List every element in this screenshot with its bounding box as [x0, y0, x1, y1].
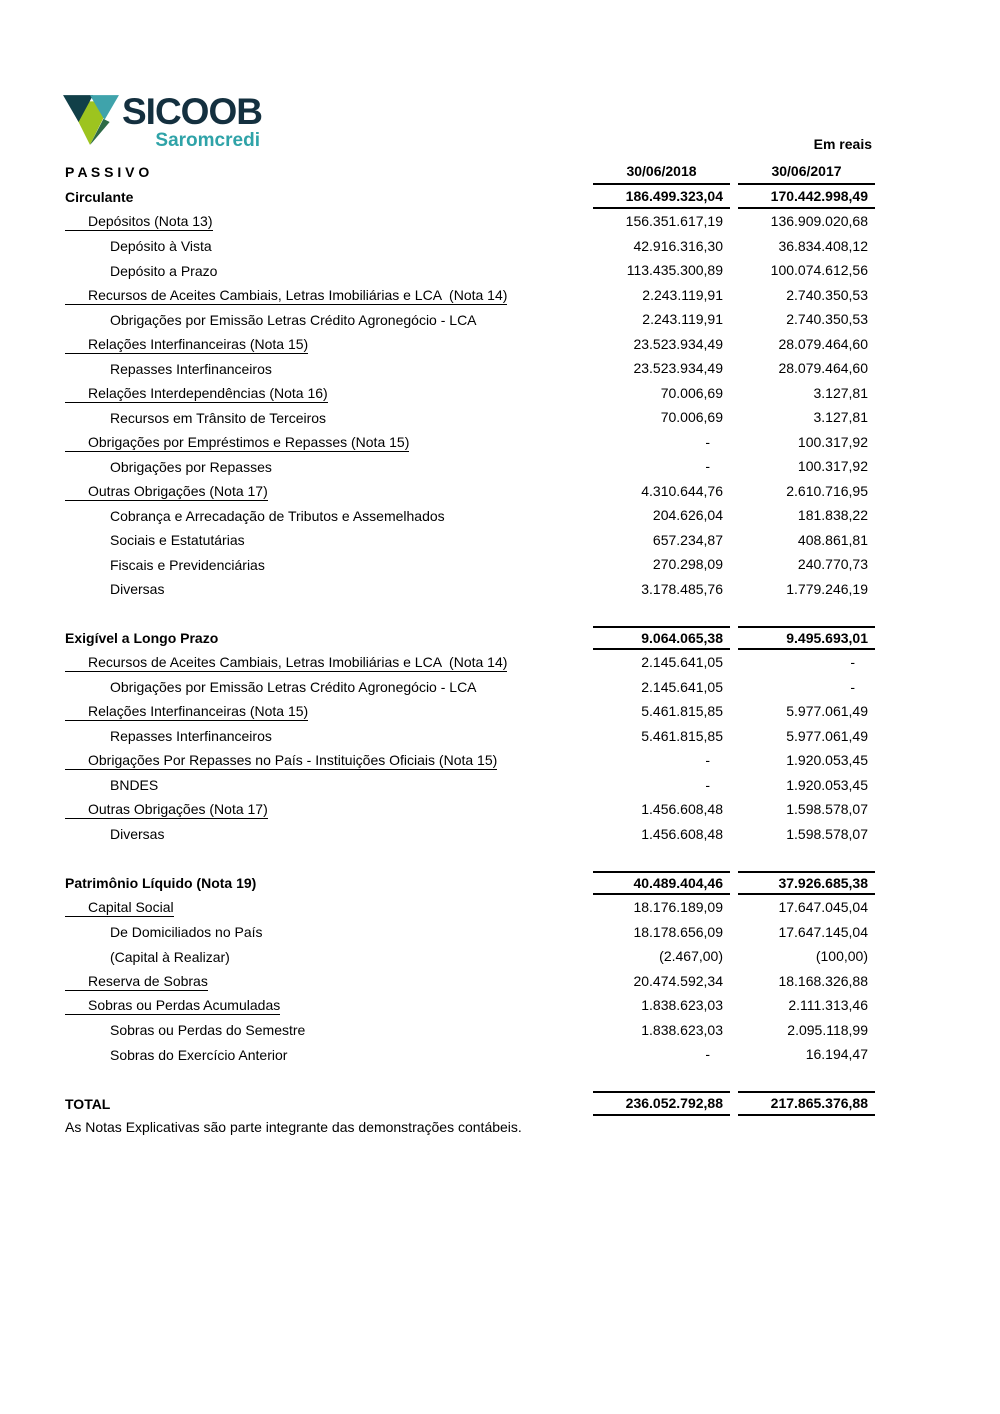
row-label-text: Patrimônio Líquido (Nota 19) [65, 875, 257, 892]
table-row [65, 430, 875, 455]
table-row [65, 797, 875, 822]
value-2017: 3.127,81 [813, 384, 868, 401]
table-row [65, 258, 875, 283]
value-2018: 113.435.300,89 [626, 262, 723, 278]
row-label-text: Sobras ou Perdas Acumuladas [65, 997, 280, 1015]
row-label-text: Relações Interfinanceiras (Nota 15) [65, 336, 308, 354]
value-2017: 2.740.350,53 [786, 311, 868, 327]
value-2018: 5.461.815,85 [641, 703, 723, 719]
spacer-row [65, 1067, 875, 1092]
table-row [65, 479, 875, 504]
value-2018: 5.461.815,85 [641, 727, 723, 744]
table-row [65, 552, 875, 577]
row-label [65, 650, 593, 675]
row-label [65, 1042, 593, 1067]
table-row [65, 993, 875, 1018]
table-row [65, 185, 875, 210]
table-body [65, 185, 875, 1116]
row-label-text: Sociais e Estatutárias [110, 532, 245, 549]
row-label-text: Relações Interdependências (Nota 16) [65, 385, 328, 403]
value-2017: 16.194,47 [805, 1046, 868, 1062]
table-row [65, 920, 875, 945]
row-label [65, 920, 593, 945]
row-label [65, 381, 593, 406]
value-2018: 204.626,04 [652, 507, 723, 523]
value-2017: 100.317,92 [797, 433, 868, 450]
row-label-text: Fiscais e Previdenciárias [110, 556, 265, 573]
row-label [65, 307, 593, 332]
row-label-text: Depósito a Prazo [110, 262, 218, 279]
row-label-text: Sobras do Exercício Anterior [110, 1046, 288, 1063]
row-label [65, 552, 593, 577]
table-row [65, 503, 875, 528]
row-label [65, 479, 593, 504]
value-2017: 28.079.464,60 [778, 360, 868, 376]
passivo-table [65, 160, 875, 1135]
table-row [65, 724, 875, 749]
table-row [65, 822, 875, 847]
row-label-text: Cobrança e Arrecadação de Tributos e Assemelhados [110, 507, 445, 524]
value-2018: 70.006,69 [660, 409, 723, 425]
value-2018: 2.145.641,05 [641, 678, 723, 695]
value-2018: 42.916.316,30 [633, 237, 723, 254]
value-2017: 240.770,73 [797, 556, 868, 572]
row-label-text: Obrigações por Repasses [110, 458, 272, 475]
row-label [65, 675, 593, 700]
value-2018: 2.145.641,05 [641, 654, 723, 670]
row-label-text: Depósito à Vista [110, 238, 212, 255]
value-2018: 20.474.592,34 [633, 972, 723, 989]
table-row [65, 454, 875, 479]
value-2018: 9.064.065,38 [593, 626, 730, 651]
table-row [65, 969, 875, 994]
value-2018: 70.006,69 [660, 384, 723, 401]
value-2018: 4.310.644,76 [641, 482, 723, 499]
row-label [65, 773, 593, 798]
row-label-text: Reserva de Sobras [65, 973, 208, 991]
row-label [65, 234, 593, 259]
table-row [65, 1018, 875, 1043]
value-2017: 3.127,81 [813, 409, 868, 425]
value-2017: 217.865.376,88 [738, 1091, 875, 1116]
value-2017: 17.647.045,04 [778, 899, 868, 915]
value-2018: 1.838.623,03 [641, 1021, 723, 1038]
value-2018: 1.456.608,48 [641, 825, 723, 842]
row-label-text: Outras Obrigações (Nota 17) [65, 801, 268, 819]
table-row [65, 577, 875, 602]
row-label-text: (Capital à Realizar) [110, 948, 230, 965]
value-2018: (2.467,00) [659, 948, 723, 964]
spacer-row [65, 601, 875, 626]
row-label [65, 699, 593, 724]
row-label [65, 626, 593, 651]
table-row [65, 699, 875, 724]
row-label [65, 430, 593, 455]
currency-note: Em reais [813, 136, 872, 152]
row-label [65, 356, 593, 381]
row-label [65, 1018, 593, 1043]
spacer-row [65, 846, 875, 871]
value-2017: 2.111.313,46 [788, 997, 868, 1013]
value-2017: 1.598.578,07 [786, 801, 868, 817]
value-2018: 18.176.189,09 [633, 899, 723, 915]
row-label-text: Relações Interfinanceiras (Nota 15) [65, 703, 308, 721]
row-label-text: Obrigações por Emissão Letras Crédito Agronegócio - LCA [110, 679, 477, 696]
table-row [65, 283, 875, 308]
table-row [65, 773, 875, 798]
table-row [65, 381, 875, 406]
value-2017: 170.442.998,49 [738, 185, 875, 210]
table-row [65, 528, 875, 553]
row-label [65, 797, 593, 822]
row-label [65, 1091, 593, 1116]
table-row [65, 626, 875, 651]
table-row [65, 650, 875, 675]
row-label [65, 577, 593, 602]
notes-disclaimer: As Notas Explicativas são parte integrante das demonstrações contábeis. [65, 1118, 522, 1135]
row-label-text: Diversas [110, 826, 165, 843]
table-row [65, 234, 875, 259]
row-label-text: Sobras ou Perdas do Semestre [110, 1022, 306, 1039]
value-2017: 408.861,81 [797, 531, 868, 548]
row-label-text: Obrigações por Emissão Letras Crédito Agronegócio - LCA [110, 311, 477, 328]
cooperative-name: Saromcredi [155, 130, 260, 151]
row-label [65, 283, 593, 308]
row-label [65, 209, 593, 234]
value-2018: 40.489.404,46 [593, 871, 730, 896]
value-2017: (100,00) [815, 948, 868, 964]
value-2017: 5.977.061,49 [786, 703, 868, 719]
table-row [65, 209, 875, 234]
value-2017: 100.074.612,56 [770, 262, 868, 278]
value-2018: 186.499.323,04 [593, 185, 730, 210]
row-label [65, 993, 593, 1018]
row-label-text: Depósitos (Nota 13) [65, 213, 213, 231]
row-label [65, 944, 593, 969]
value-2018: - [705, 776, 710, 793]
row-label [65, 258, 593, 283]
value-2017: 9.495.693,01 [738, 626, 875, 651]
value-2017: 2.740.350,53 [786, 286, 868, 303]
value-2018: 1.838.623,03 [641, 997, 723, 1013]
value-2018: - [705, 433, 710, 450]
row-label [65, 871, 593, 896]
row-label [65, 454, 593, 479]
value-2018: 18.178.656,09 [633, 923, 723, 940]
row-label [65, 332, 593, 357]
table-row [65, 871, 875, 896]
table-row [65, 675, 875, 700]
row-label-text: De Domiciliados no País [110, 924, 263, 941]
page-title: P A S S I V O [65, 164, 150, 180]
row-label [65, 503, 593, 528]
row-label [65, 895, 593, 920]
value-2017: 1.920.053,45 [786, 752, 868, 768]
value-2017: 100.317,92 [797, 458, 868, 474]
table-row [65, 944, 875, 969]
table-row [65, 356, 875, 381]
table-row [65, 748, 875, 773]
value-2017: 181.838,22 [797, 507, 868, 523]
value-2017: - [850, 678, 855, 695]
row-label-text: Diversas [110, 581, 165, 598]
row-label-text: BNDES [110, 777, 159, 794]
row-label-text: TOTAL [65, 1095, 111, 1112]
table-row [65, 332, 875, 357]
value-2018: 1.456.608,48 [641, 801, 723, 817]
table-row [65, 405, 875, 430]
value-2018: 2.243.119,91 [642, 311, 723, 327]
column-header-2018: 30/06/2018 [593, 160, 730, 185]
value-2017: 2.610.716,95 [786, 482, 868, 499]
table-row [65, 895, 875, 920]
value-2017: 18.168.326,88 [778, 972, 868, 989]
row-label [65, 185, 593, 210]
row-label-text: Obrigações Por Repasses no País - Instituições Oficiais (Nota 15) [65, 752, 497, 770]
table-row [65, 1091, 875, 1116]
row-label-text: Recursos de Aceites Cambiais, Letras Imobiliárias e LCA (Nota 14) [65, 654, 507, 672]
value-2017: 5.977.061,49 [786, 727, 868, 744]
row-label [65, 405, 593, 430]
row-label-text: Recursos em Trânsito de Terceiros [110, 409, 327, 426]
row-label-text: Repasses Interfinanceiros [110, 728, 272, 745]
table-row [65, 1042, 875, 1067]
row-label [65, 748, 593, 773]
row-label [65, 969, 593, 994]
row-label-text: Exigível a Longo Prazo [65, 630, 219, 647]
table-row [65, 307, 875, 332]
row-label-text: Repasses Interfinanceiros [110, 360, 272, 377]
row-label [65, 724, 593, 749]
value-2017: 1.598.578,07 [786, 825, 868, 842]
row-label-text: Obrigações por Empréstimos e Repasses (Nota 15) [65, 434, 409, 452]
value-2017: 2.095.118,99 [787, 1021, 868, 1038]
brand-name: SICOOB [122, 91, 262, 132]
value-2018: 657.234,87 [652, 531, 723, 548]
value-2018: - [705, 1046, 710, 1062]
row-label-text: Recursos de Aceites Cambiais, Letras Imobiliárias e LCA (Nota 14) [65, 287, 507, 305]
value-2018: 3.178.485,76 [641, 580, 723, 597]
row-label [65, 528, 593, 553]
value-2017: 1.920.053,45 [786, 776, 868, 793]
value-2017: 28.079.464,60 [778, 335, 868, 352]
value-2018: 2.243.119,91 [642, 286, 723, 303]
value-2018: 156.351.617,19 [625, 213, 723, 229]
value-2017: - [850, 654, 855, 670]
value-2017: 17.647.145,04 [778, 923, 868, 940]
value-2018: 236.052.792,88 [593, 1091, 730, 1116]
row-label-text: Circulante [65, 189, 134, 206]
value-2017: 36.834.408,12 [778, 237, 868, 254]
value-2018: 23.523.934,49 [633, 335, 723, 352]
row-label [65, 822, 593, 847]
value-2017: 136.909.020,68 [770, 213, 868, 229]
column-header-2017: 30/06/2017 [738, 160, 875, 185]
value-2018: - [705, 458, 710, 474]
row-label-text: Capital Social [65, 899, 174, 917]
value-2018: 23.523.934,49 [633, 360, 723, 376]
value-2017: 1.779.246,19 [786, 580, 868, 597]
value-2017: 37.926.685,38 [738, 871, 875, 896]
value-2018: 270.298,09 [652, 556, 723, 572]
value-2018: - [705, 752, 710, 768]
row-label-text: Outras Obrigações (Nota 17) [65, 483, 268, 501]
table-header-row [65, 160, 875, 185]
